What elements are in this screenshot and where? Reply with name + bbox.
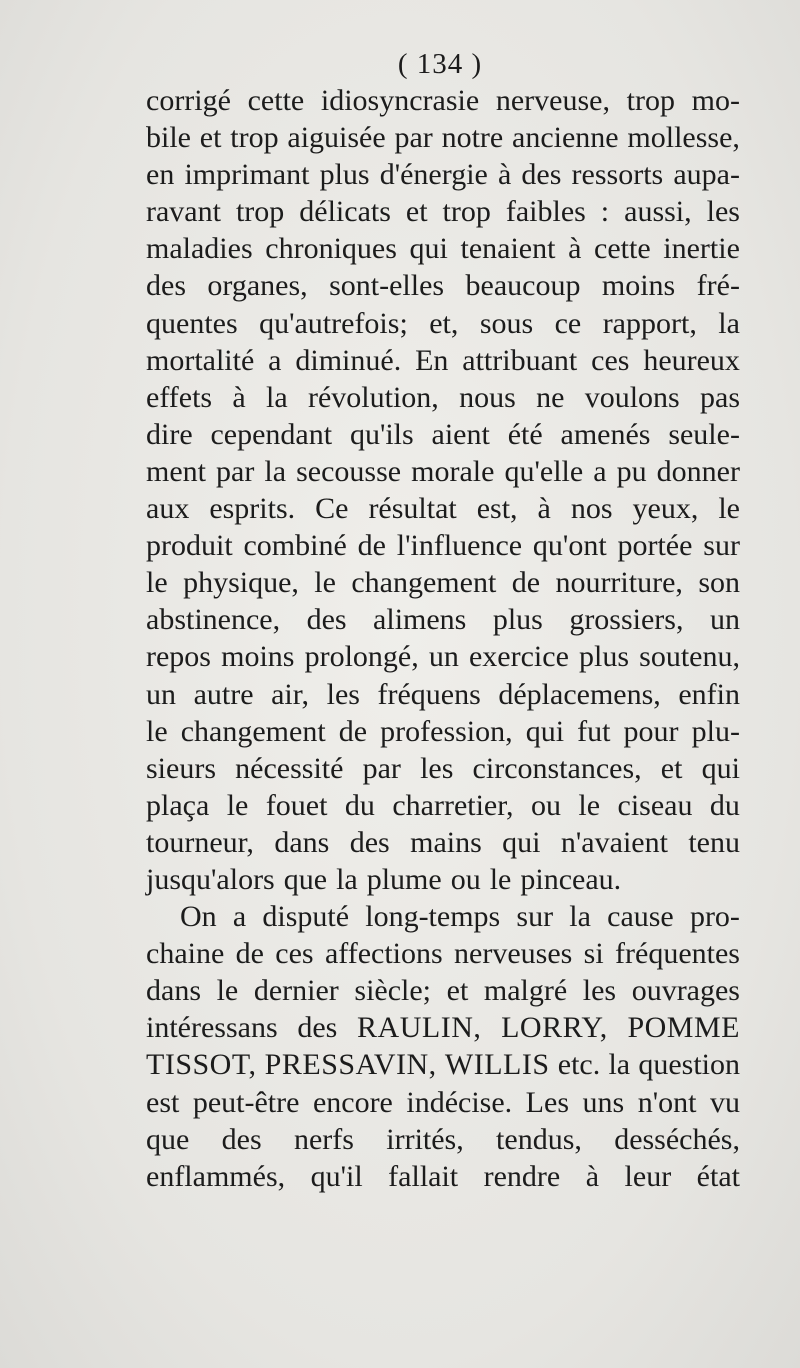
text-line: ment par la secousse morale qu'elle a pu donner (146, 454, 740, 488)
text-line: repos moins prolongé, un exercice plus soutenu, (146, 640, 740, 674)
body-text (146, 82, 740, 1195)
text-line: dire cependant qu'ils aient été amenés seule- (146, 417, 740, 451)
text-line: sieurs nécessité par les circonstances, et qui (146, 751, 740, 785)
text-line: enflammés, qu'il fallait rendre à leur état (146, 1159, 740, 1193)
text-line: en imprimant plus d'énergie à des ressorts aupa- (146, 158, 740, 192)
text-line: le changement de profession, qui fut pour plu- (146, 714, 740, 748)
text-line: un autre air, les fréquens déplacemens, enfin (146, 677, 740, 711)
text-line: TISSOT, PRESSAVIN, WILLIS etc. la question (146, 1048, 740, 1082)
text-line: jusqu'alors que la plume ou le pinceau. (146, 862, 622, 896)
text-line: corrigé cette idiosyncrasie nerveuse, trop mo- (146, 84, 740, 117)
text-line: ravant trop délicats et trop faibles : aussi, les (146, 195, 740, 229)
text-line: est peut-être encore indécise. Les uns n'ont vu (146, 1085, 740, 1119)
text-line: le physique, le changement de nourriture, son (146, 566, 740, 600)
text-line: quentes qu'autrefois; et, sous ce rapport, la (146, 306, 740, 340)
text-line: intéressans des RAULIN, LORRY, POMME (146, 1011, 740, 1045)
text-line: abstinence, des alimens plus grossiers, un (146, 603, 740, 637)
text-line: des organes, sont-elles beaucoup moins fré- (146, 269, 740, 303)
text-line: On a disputé long-temps sur la cause pro- (180, 900, 740, 934)
text-line: dans le dernier siècle; et malgré les ouvrages (146, 974, 740, 1008)
text-line: aux esprits. Ce résultat est, à nos yeux, le (146, 492, 740, 526)
text-line: tourneur, dans des mains qui n'avaient tenu (146, 825, 740, 859)
page-number: ( 134 ) (397, 48, 483, 80)
text-line: que des nerfs irrités, tendus, desséchés, (146, 1122, 740, 1156)
text-line: chaine de ces affections nerveuses si fréquentes (146, 937, 740, 971)
text-line: produit combiné de l'influence qu'ont portée sur (146, 529, 740, 563)
text-line: plaça le fouet du charretier, ou le ciseau du (146, 788, 740, 822)
text-line: bile et trop aiguisée par notre ancienne mollesse, (146, 121, 740, 155)
text-line: maladies chroniques qui tenaient à cette inertie (146, 232, 740, 266)
text-line: mortalité a diminué. En attribuant ces heureux (146, 343, 740, 377)
text-line: effets à la révolution, nous ne voulons pas (146, 380, 740, 414)
